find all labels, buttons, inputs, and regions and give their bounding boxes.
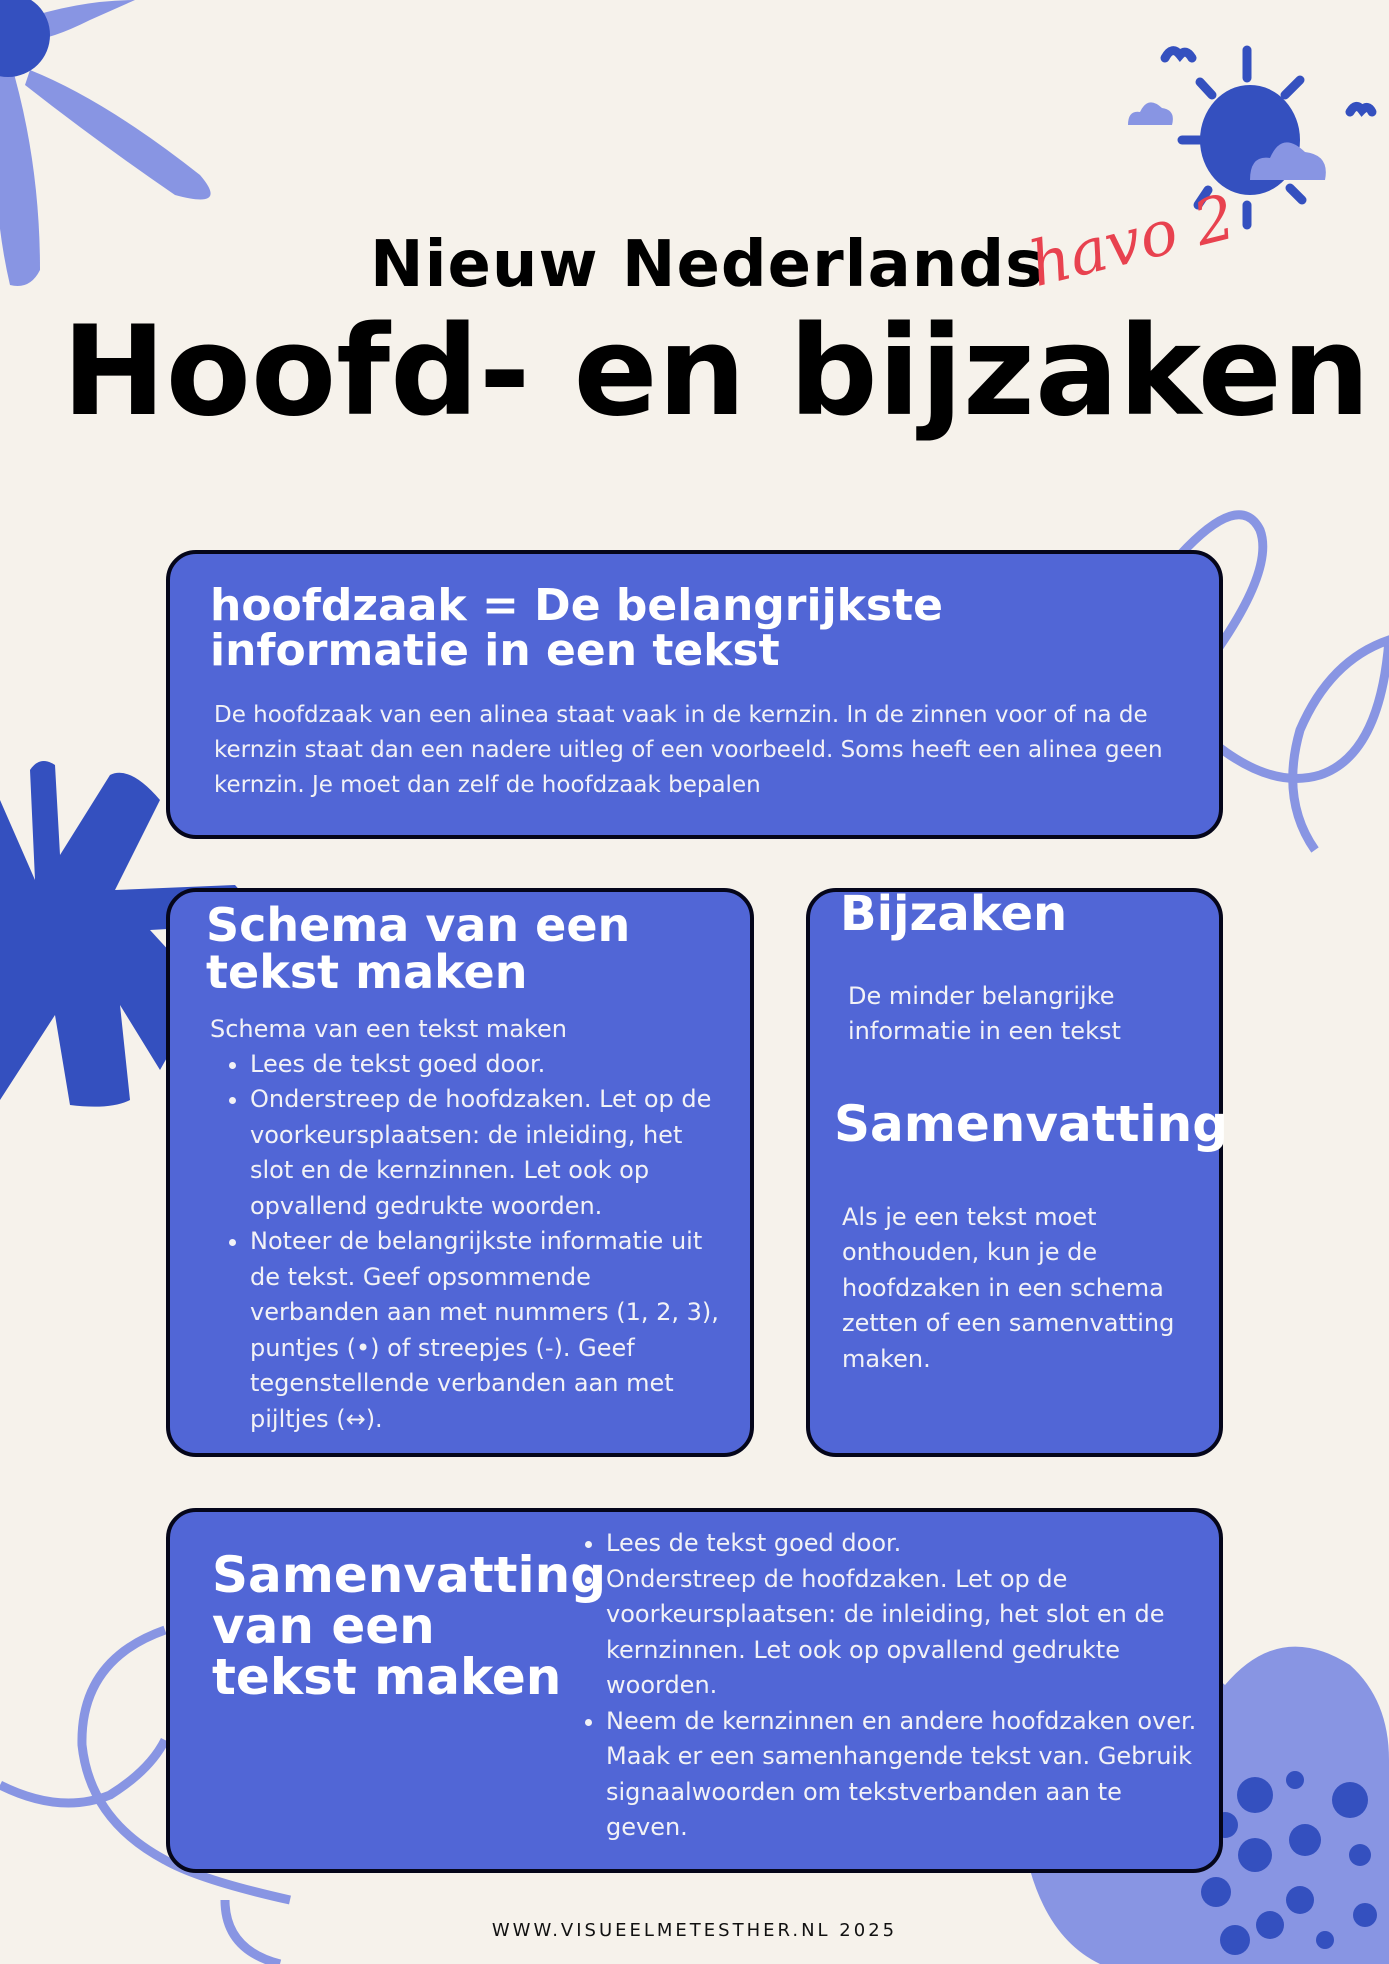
footer-credit: WWW.VISUEELMETESTHER.NL 2025 [491,1920,898,1941]
card-body: De hoofdzaak van een alinea staat vaak in de kernzin. In de zinnen voor of na de kernzin staat dan een nadere uitleg of een voorbeeld. Soms heeft een alinea geen kernzin. Je moet dan zelf de hoofdzaak bepalen [214,701,1163,798]
card-body: Als je een tekst moet onthouden, kun je de hoofdzaken in een schema zetten of een samenvatting maken. [842,1202,1175,1373]
list-item: • Noteer de belangrijkste informatie uit de tekst. Geef opsommende verbanden aan met nummers (1, 2, 3), puntjes (•) of streepjes (-). Geef tegenstellende verbanden aan met pijltjes (↔). [250,1224,720,1437]
card-samenvatting-maken [166,1508,1223,1873]
list-item: • Neem de kernzinnen en andere hoofdzaken over. Maak er een samenhangende tekst van. Gebruik signaalwoorden om tekstverbanden aan te geven. [606,1704,1206,1846]
card-body: De minder belangrijke informatie in een tekst [848,981,1121,1045]
level-annotation: havo 2 [1022,179,1243,301]
list-item: • Onderstreep de hoofdzaken. Let op de voorkeursplaatsen: de inleiding, het slot en de kernzinnen. Let ook op opvallend gedrukte woorden. [606,1562,1206,1704]
list-item: • Lees de tekst goed door. [606,1526,1206,1562]
subtitle: Nieuw Nederlands [370,228,1045,302]
page-title: Hoofd- en bijzaken [62,300,1371,444]
card-heading: Schema van een tekst maken [206,898,631,999]
card-bijzaken [806,886,1229,1457]
card-intro: Schema van een tekst maken [210,1014,567,1043]
list-item: • Onderstreep de hoofdzaken. Let op de voorkeursplaatsen: de inleiding, het slot en de kernzinnen. Let ook op opvallend gedrukte woorden. [250,1082,720,1224]
card-schema [166,888,754,1457]
schema-steps [206,1047,720,1438]
samenvatting-steps [562,1526,1206,1846]
flower-icon [0,0,230,300]
list-item: • Lees de tekst goed door. [250,1047,720,1083]
card-heading: Bijzaken [840,886,1068,942]
card-heading: Samenvatting van een tekst maken [212,1546,607,1706]
card-heading: Samenvatting [834,1094,1229,1153]
card-heading: hoofdzaak = De belangrijkste informatie in een tekst [210,580,943,676]
card-hoofdzaak [166,550,1223,839]
